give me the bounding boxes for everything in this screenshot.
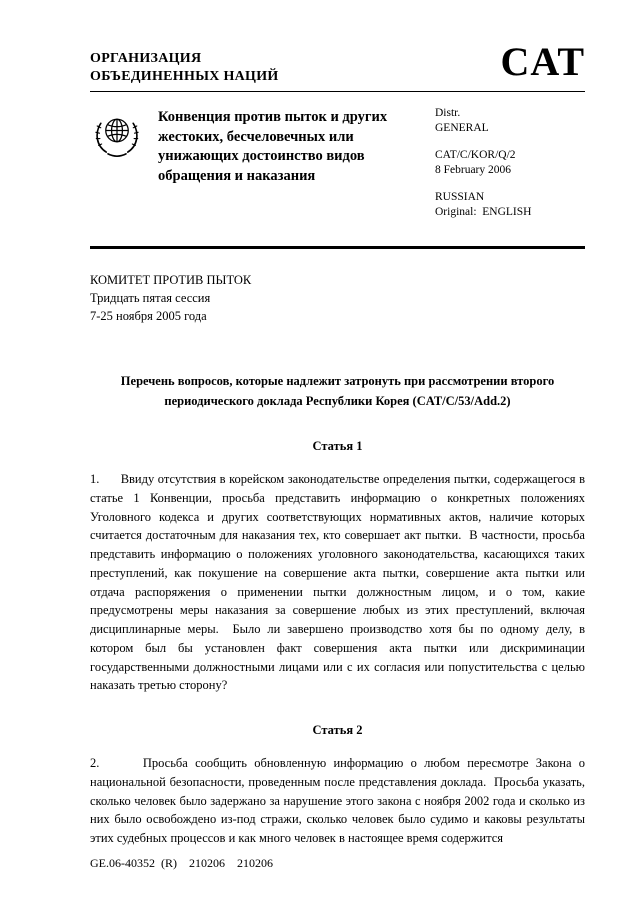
distr-value: GENERAL xyxy=(435,121,489,134)
session-name: Тридцать пятая сессия xyxy=(90,290,211,305)
org-name xyxy=(90,42,279,85)
header-divider xyxy=(90,91,585,92)
paragraph-2: 2. Просьба сообщить обновленную информацию о любом пересмотре Закона о национальной безопасности, проведенным после представления доклада. Просьба указать, сколько человек было задержано за нарушение этого закона с ноября 2002 года и сколько из них было освобождено из-под стражи, сколько человек было судимо и каковы результаты этих судебных процессов и как много человек в настоящее время содержится xyxy=(90,756,585,845)
document-title: Перечень вопросов, которые надлежит затронуть при рассмотрении второго периодического доклада Республики Корея (CAT/C/53/Add.2) xyxy=(120,374,555,408)
committee-name: КОМИТЕТ ПРОТИВ ПЫТОК xyxy=(90,272,252,287)
distribution-info xyxy=(435,104,585,232)
section-heading-article-2: Статья 2 xyxy=(312,723,363,737)
org-name-line2: ОБЪЕДИНЕННЫХ НАЦИЙ xyxy=(90,68,279,84)
committee-block xyxy=(90,271,585,325)
footer-reference: GE.06-40352 (R) 210206 210206 xyxy=(90,856,273,870)
doc-original-language: Original: ENGLISH xyxy=(435,205,532,218)
doc-symbol: CAT xyxy=(500,39,585,84)
section-heading-article-1: Статья 1 xyxy=(312,439,363,453)
un-emblem-icon xyxy=(90,108,144,167)
doc-language: RUSSIAN xyxy=(435,190,485,203)
distr-label: Distr. xyxy=(435,107,461,119)
top-header xyxy=(90,39,585,85)
masthead xyxy=(90,104,585,232)
org-name-line1: ОРГАНИЗАЦИЯ xyxy=(90,51,202,66)
session-dates: 7-25 ноября 2005 года xyxy=(90,308,207,323)
doc-ref: CAT/C/KOR/Q/2 xyxy=(435,148,516,161)
paragraph-1: 1. Ввиду отсутствия в корейском законодательстве определения пытки, содержащегося в статье 1 Конвенции, просьба представить информацию о конкретных положениях Уголовного кодекса и других соответствующих нормативных актов, наличие которых считается достаточным для наказания тех, кто совершает акт пытки. В частности, просьба представить информацию о положениях уголовного законодательства, касающихся таких преступлений, как покушение на совершение акта пытки, совершение акта пытки или отдача распоряжения о применении пытки должностным лицом, и о том, какие предусмотрены меры наказания за совершение любых из этих преступлений, включая дисциплинарные меры. Было ли завершено производство хотя бы по одному делу, в котором был бы установлен факт совершения акта пытки или дискриминации государственными должностными лицами или с их согласия или попустительства с целью наказать третью сторону? xyxy=(90,472,585,693)
convention-title: Конвенция против пыток и других жестоких, бесчеловечных или унижающих достоинство видов обращения и наказания xyxy=(158,109,388,184)
masthead-divider xyxy=(90,246,585,249)
doc-date: 8 February 2006 xyxy=(435,163,512,176)
